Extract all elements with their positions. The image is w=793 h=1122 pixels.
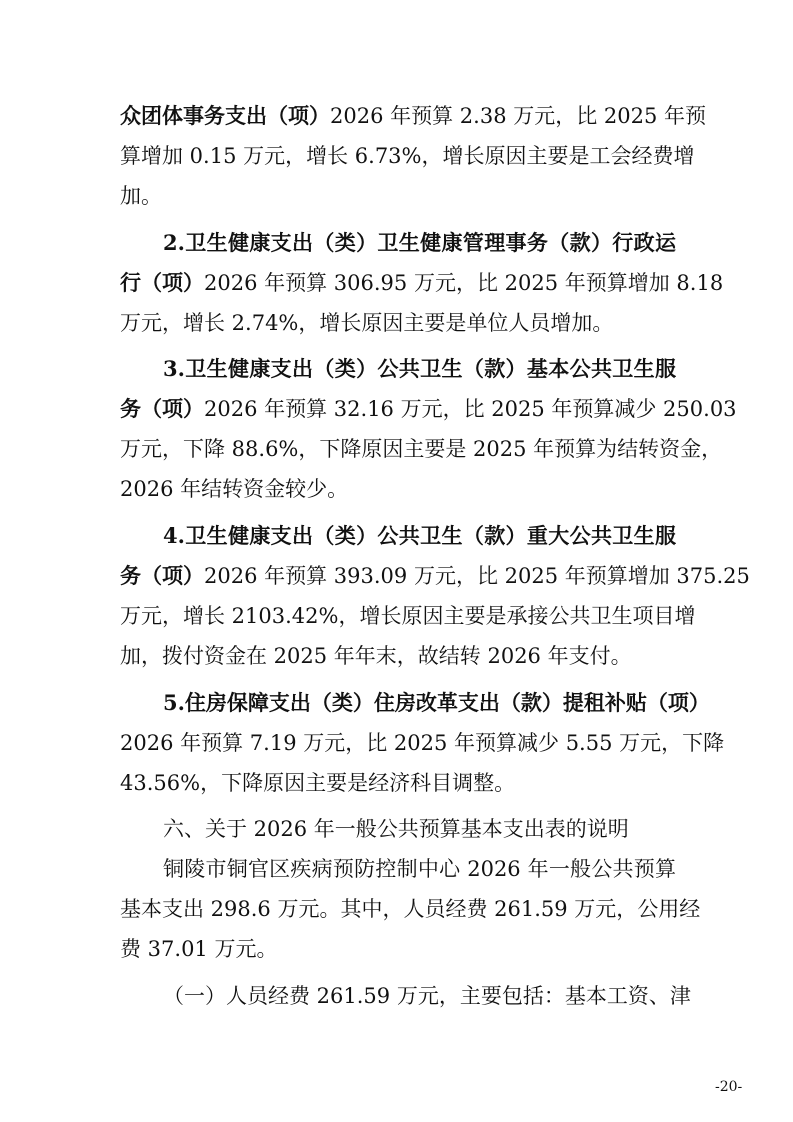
text-line-19: 铜陵市铜官区疾病预防控制中心 2026 年一般公共预算 [163,857,676,881]
page-number: -20- [715,1079,743,1095]
text-line-8: 务（项）2026 年预算 32.16 万元，比 2025 年预算减少 250.03 [120,396,737,421]
text-line-9: 万元，下降 88.6%，下降原因主要是 2025 年预算为结转资金， [120,437,723,461]
text-line-5: 行（项）2026 年预算 306.95 万元，比 2025 年预算增加 8.18 [120,270,724,295]
text-line-4: 2.卫生健康支出（类）卫生健康管理事务（款）行政运 [163,230,676,255]
text-line-3: 加。 [120,184,162,208]
text-line-6: 万元，增长 2.74%，增长原因主要是单位人员增加。 [120,311,614,335]
text-line-1: 众团体事务支出（项）2026 年预算 2.38 万元，比 2025 年预 [120,103,707,128]
text-line-11: 4.卫生健康支出（类）公共卫生（款）重大公共卫生服 [163,523,676,548]
text-line-21: 费 37.01 万元。 [120,937,278,961]
text-line-13: 万元，增长 2103.42%，增长原因主要是承接公共卫生项目增 [120,604,696,628]
text-line-15: 5.住房保障支出（类）住房改革支出（款）提租补贴（项） [163,690,710,715]
text-line-2: 算增加 0.15 万元，增长 6.73%，增长原因主要是工会经费增 [120,144,695,168]
text-line-17: 43.56%，下降原因主要是经济科目调整。 [120,771,516,795]
text-line-7: 3.卫生健康支出（类）公共卫生（款）基本公共卫生服 [163,356,676,381]
text-line-22: （一）人员经费 261.59 万元，主要包括：基本工资、津 [163,984,691,1008]
text-line-20: 基本支出 298.6 万元。其中，人员经费 261.59 万元，公用经 [120,897,701,921]
section-heading: 六、关于 2026 年一般公共预算基本支出表的说明 [163,817,629,841]
text-line-16: 2026 年预算 7.19 万元，比 2025 年预算减少 5.55 万元，下降 [120,731,725,755]
text-line-14: 加，拨付资金在 2025 年年末，故结转 2026 年支付。 [120,644,632,668]
text-line-10: 2026 年结转资金较少。 [120,477,349,501]
text-line-12: 务（项）2026 年预算 393.09 万元，比 2025 年预算增加 375.25 [120,563,750,588]
